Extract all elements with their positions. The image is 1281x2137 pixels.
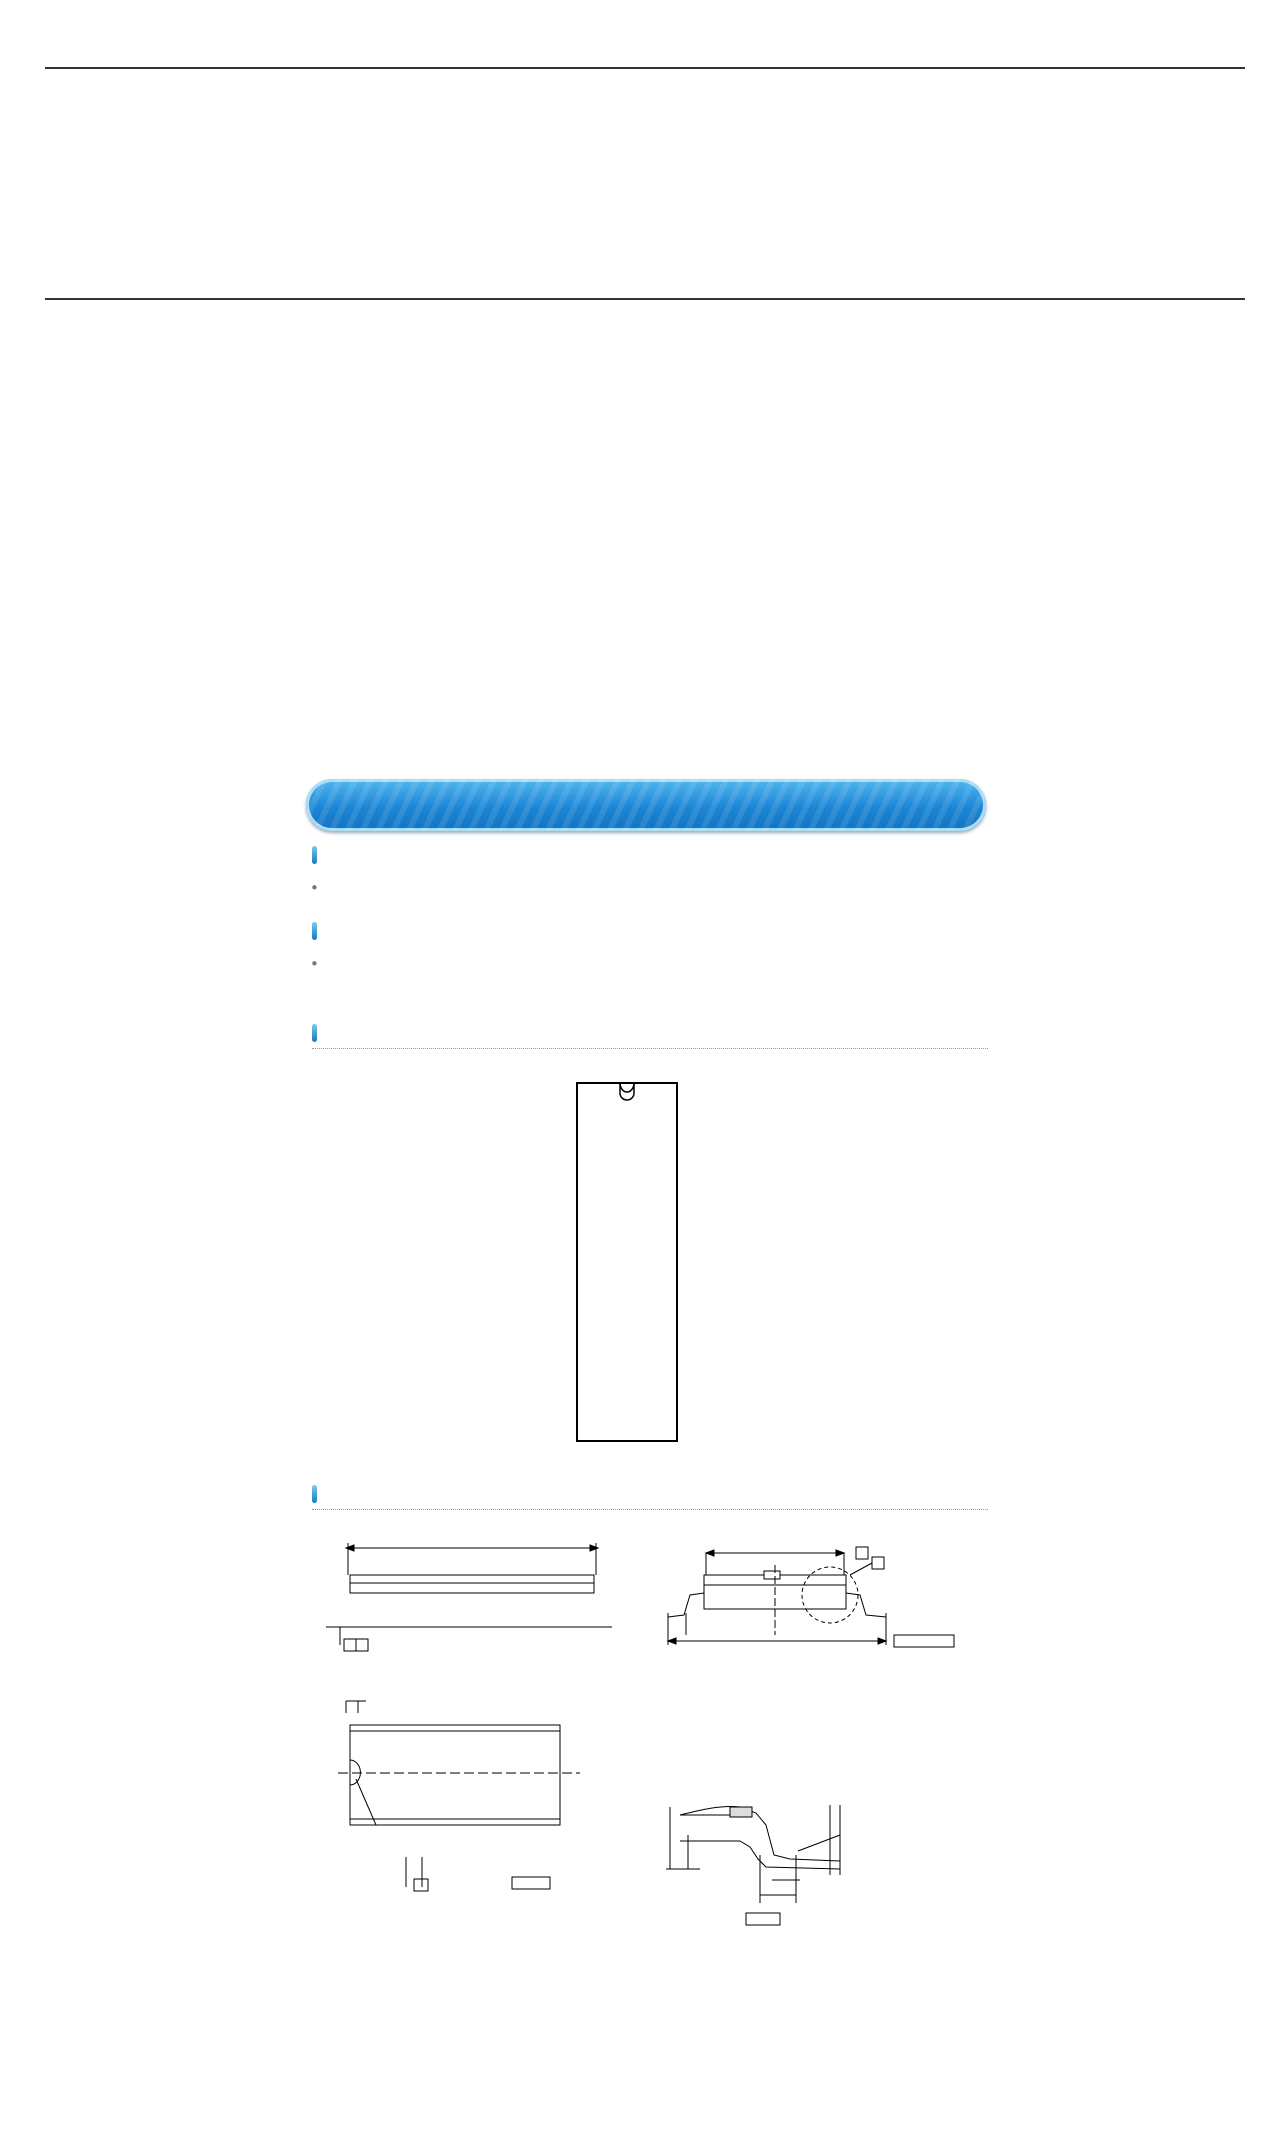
ordering-label-row — [312, 922, 325, 940]
pill-icon — [312, 846, 317, 864]
ordering-text — [310, 955, 329, 973]
pill-icon — [312, 1485, 317, 1503]
package-drawing — [320, 1535, 980, 1955]
description-text — [310, 879, 329, 897]
description-label-row — [312, 846, 325, 864]
product-banner — [306, 779, 986, 831]
pin-config-header — [312, 1024, 988, 1049]
pill-icon — [312, 922, 317, 940]
spec-table — [45, 298, 1245, 300]
package-info-header — [312, 1485, 988, 1510]
essential-table — [45, 67, 1245, 69]
pin-configuration-diagram — [500, 1075, 780, 1455]
pill-icon — [312, 1024, 317, 1042]
